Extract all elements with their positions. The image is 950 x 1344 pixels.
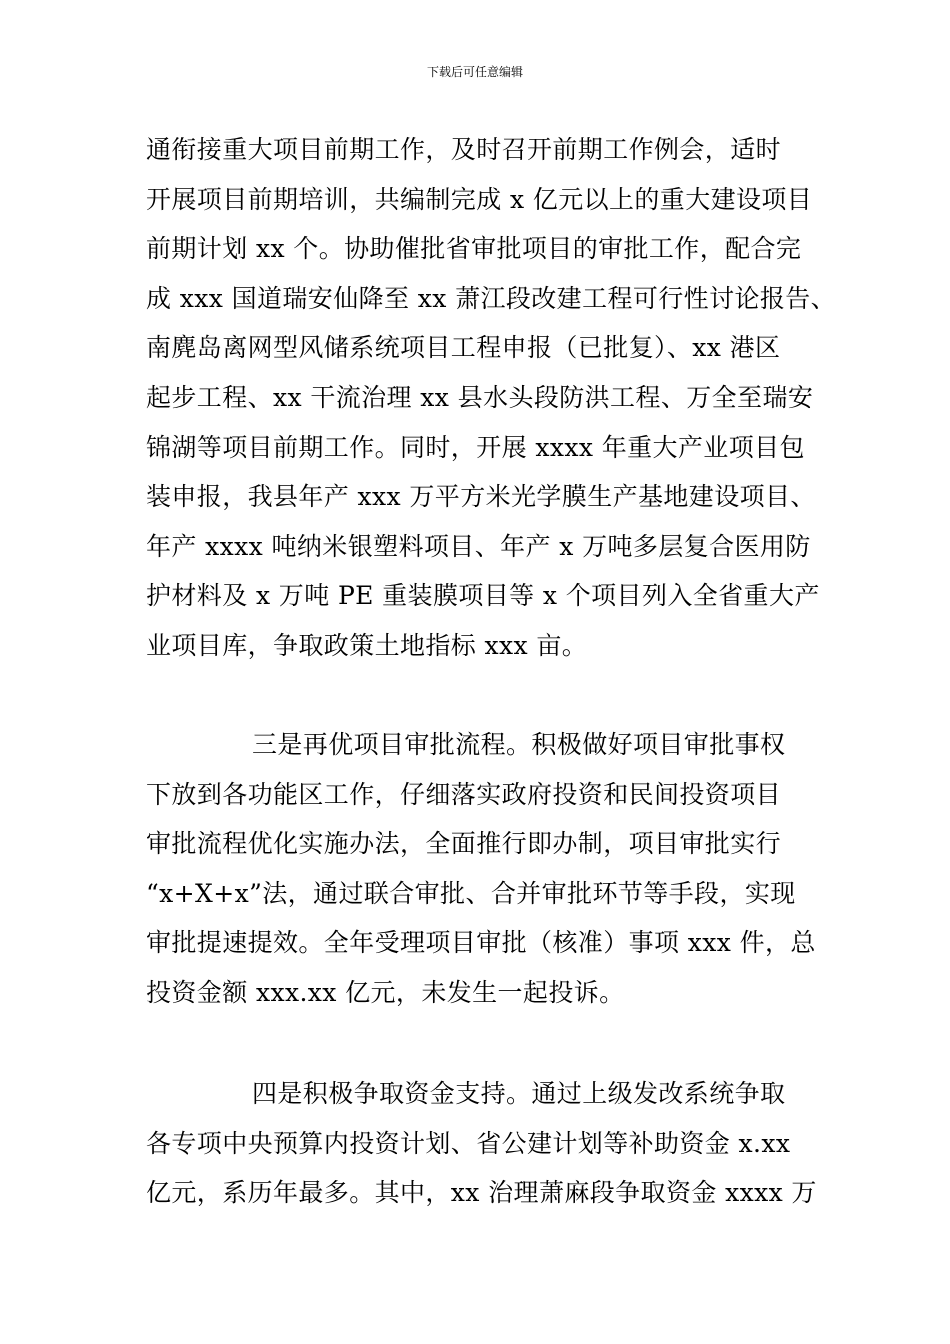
paragraph-funding-support [146, 1069, 826, 1218]
text-line: 业项目库，争取政策土地指标 xxx 亩。 [146, 630, 588, 660]
text-line: “x+X+x”法，通过联合审批、合并审批环节等手段，实现 [146, 878, 796, 908]
text-line: 年产 xxxx 吨纳米银塑料项目、年产 x 万吨多层复合医用防 [146, 531, 811, 561]
text-line: 审批提速提效。全年受理项目审批（核准）事项 xxx 件，总 [146, 928, 816, 958]
text-line: 南麂岛离网型风储系统项目工程申报（已批复）、xx 港区 [146, 333, 781, 363]
text-line: 锦湖等项目前期工作。同时，开展 xxxx 年重大产业项目包 [146, 432, 805, 462]
text-line: 前期计划 xx 个。协助催批省审批项目的审批工作，配合完 [146, 234, 802, 264]
page-header: 下载后可任意编辑 [426, 65, 523, 79]
text-line: 开展项目前期培训，共编制完成 x 亿元以上的重大建设项目 [146, 184, 813, 214]
paragraph-approval-process [146, 720, 826, 1018]
text-line: 亿元，系历年最多。其中，xx 治理萧麻段争取资金 xxxx 万 [146, 1178, 817, 1208]
text-line: 各专项中央预算内投资计划、省公建计划等补助资金 x.xx [146, 1128, 791, 1158]
text-line: 护材料及 x 万吨 PE 重装膜项目等 x 个项目列入全省重大产 [146, 581, 820, 611]
text-line: 投资金额 xxx.xx 亿元，未发生一起投诉。 [146, 977, 625, 1007]
text-line: 起步工程、xx 干流治理 xx 县水头段防洪工程、万全至瑞安 [146, 382, 814, 412]
text-line: 通衔接重大项目前期工作，及时召开前期工作例会，适时 [146, 135, 782, 164]
text-line-indented: 四是积极争取资金支持。通过上级发改系统争取 [252, 1079, 786, 1108]
text-line: 成 xxx 国道瑞安仙降至 xx 萧江段改建工程可行性讨论报告、 [146, 283, 837, 313]
paragraph-project-preparation [146, 125, 837, 671]
text-line: 装申报，我县年产 xxx 万平方米光学膜生产基地建设项目、 [146, 482, 816, 512]
text-line-indented: 三是再优项目审批流程。积极做好项目审批事权 [252, 730, 786, 759]
text-line: 审批流程优化实施办法，全面推行即办制，项目审批实行 [146, 829, 782, 859]
text-line: 下放到各功能区工作，仔细落实政府投资和民间投资项目 [146, 779, 782, 809]
